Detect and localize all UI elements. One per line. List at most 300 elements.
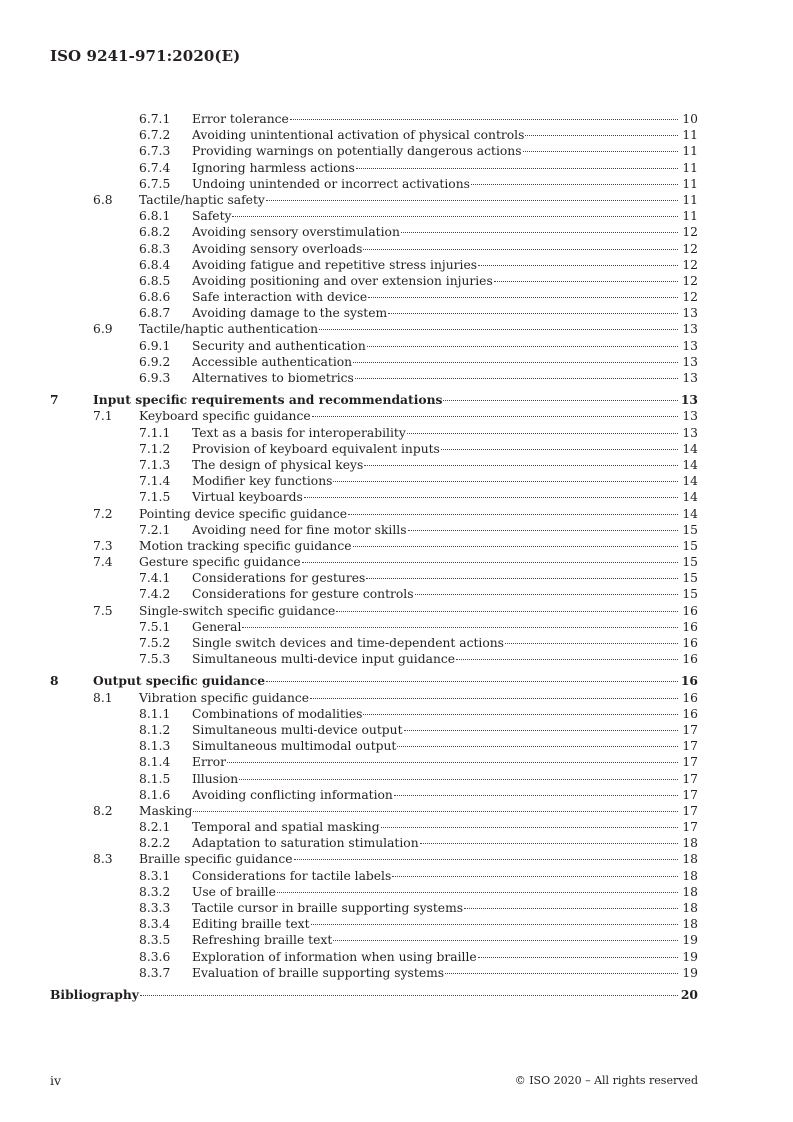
dot-leader bbox=[456, 659, 678, 660]
toc-entry-number: 8 bbox=[50, 673, 59, 689]
toc-entry-body bbox=[192, 111, 698, 127]
dot-leader bbox=[302, 562, 678, 563]
toc-entry[interactable] bbox=[50, 354, 698, 370]
toc-entry-page: 16 bbox=[682, 636, 698, 650]
dot-leader bbox=[363, 714, 678, 715]
toc-entry-number: 7.5.2 bbox=[139, 636, 171, 650]
toc-entry-page: 15 bbox=[682, 587, 698, 602]
toc-entry[interactable] bbox=[50, 192, 698, 208]
toc-entry-title: Providing warnings on potentially dangerous actions bbox=[192, 144, 522, 159]
toc-entry-number: 8.1.6 bbox=[139, 787, 171, 802]
toc-entry-page: 12 bbox=[682, 290, 698, 305]
dot-leader bbox=[333, 940, 678, 941]
toc-entry-body bbox=[192, 160, 698, 176]
toc-entry-title: Adaptation to saturation stimulation bbox=[192, 836, 419, 851]
toc-entry-page: 18 bbox=[682, 901, 698, 915]
toc-entry[interactable] bbox=[50, 224, 698, 240]
dot-leader bbox=[310, 698, 678, 699]
toc-entry-title: Vibration specific guidance bbox=[139, 690, 310, 705]
toc-entry-page: 12 bbox=[682, 225, 698, 240]
dot-leader bbox=[364, 465, 678, 466]
dot-leader bbox=[312, 416, 678, 417]
toc-entry-title: Exploration of information when using braille bbox=[192, 949, 477, 964]
toc-entry[interactable] bbox=[50, 916, 698, 932]
toc-entry-number: 6.8.6 bbox=[139, 290, 171, 305]
toc-entry-body bbox=[139, 192, 698, 208]
toc-entry-page: 16 bbox=[682, 690, 698, 705]
toc-entry-body bbox=[192, 586, 698, 602]
toc-entry-number: 6.7.2 bbox=[139, 128, 171, 143]
toc-entry-page: 11 bbox=[682, 192, 698, 207]
toc-entry[interactable] bbox=[50, 651, 698, 667]
dot-leader bbox=[415, 594, 678, 595]
toc-entry-number: 8.3.3 bbox=[139, 901, 171, 915]
toc-entry-page: 13 bbox=[682, 371, 698, 385]
toc-entry-page: 17 bbox=[682, 739, 698, 754]
toc-entry-page: 18 bbox=[682, 852, 698, 867]
toc-entry-page: 13 bbox=[682, 354, 698, 369]
toc-entry-number: 6.7.4 bbox=[139, 160, 171, 175]
toc-entry-body bbox=[192, 787, 698, 803]
toc-entry-body bbox=[139, 803, 698, 819]
toc-entry-page: 13 bbox=[682, 409, 698, 424]
toc-entry-number: 8.2 bbox=[93, 803, 113, 818]
toc-entry-title: Single-switch specific guidance bbox=[139, 603, 336, 618]
toc-entry-body bbox=[139, 538, 698, 554]
toc-entry-number: 7.4 bbox=[93, 555, 113, 570]
toc-entry-title: Avoiding conflicting information bbox=[192, 787, 393, 802]
toc-entry[interactable] bbox=[50, 111, 698, 127]
toc-entry[interactable] bbox=[50, 771, 698, 787]
toc-entry-body bbox=[192, 570, 698, 586]
toc-entry-title: Braille specific guidance bbox=[139, 852, 293, 867]
toc-entry-title: Modifier key functions bbox=[192, 474, 333, 489]
toc-entry-page: 13 bbox=[680, 392, 698, 408]
toc-entry-title: Avoiding need for fine motor skills bbox=[192, 522, 407, 537]
toc-entry-title: Undoing unintended or incorrect activations bbox=[192, 176, 470, 191]
toc-entry-page: 18 bbox=[682, 884, 698, 899]
toc-entry-title: Tactile cursor in braille supporting systems bbox=[192, 901, 464, 915]
toc-entry-number: 8.2.2 bbox=[139, 836, 171, 851]
toc-entry-title: Avoiding sensory overloads bbox=[192, 241, 363, 256]
toc-entry-number: 7.1 bbox=[93, 409, 113, 424]
toc-entry-title: Evaluation of braille supporting systems bbox=[192, 965, 445, 980]
toc-entry-number: 8.1.1 bbox=[139, 706, 171, 721]
toc-entry-title: Accessible authentication bbox=[192, 354, 353, 369]
toc-entry-body bbox=[139, 851, 698, 867]
dot-leader bbox=[290, 119, 678, 120]
toc-entry-body bbox=[192, 441, 698, 457]
toc-entry-body bbox=[192, 289, 698, 305]
toc-entry[interactable] bbox=[50, 586, 698, 602]
toc-entry-body bbox=[192, 884, 698, 900]
toc-entry[interactable] bbox=[50, 603, 698, 619]
toc-entry-page: 18 bbox=[682, 917, 698, 932]
toc-entry-body bbox=[192, 916, 698, 932]
dot-leader bbox=[404, 730, 678, 731]
toc-entry-body bbox=[192, 722, 698, 738]
toc-entry-body bbox=[192, 932, 698, 948]
toc-entry-body bbox=[139, 603, 698, 619]
toc-entry-number: 7.5.3 bbox=[139, 652, 171, 667]
toc-entry-number: 7.1.5 bbox=[139, 490, 171, 505]
toc-entry-number: 7.1.1 bbox=[139, 425, 171, 440]
toc-entry-page: 16 bbox=[682, 619, 698, 634]
toc-entry-body bbox=[192, 127, 698, 143]
toc-entry-page: 15 bbox=[682, 522, 698, 537]
dot-leader bbox=[336, 611, 678, 612]
table-of-contents bbox=[50, 111, 698, 1003]
toc-entry-title: Simultaneous multimodal output bbox=[192, 739, 397, 754]
toc-entry-title: Motion tracking specific guidance bbox=[139, 538, 352, 553]
toc-entry-title: General bbox=[192, 619, 242, 634]
toc-entry-number: 6.8.1 bbox=[139, 209, 171, 224]
dot-leader bbox=[193, 811, 678, 812]
toc-entry[interactable] bbox=[50, 987, 698, 1003]
toc-entry[interactable] bbox=[50, 522, 698, 538]
toc-entry[interactable] bbox=[50, 803, 698, 819]
toc-entry-number: 8.3.4 bbox=[139, 917, 171, 932]
toc-entry-page: 11 bbox=[682, 209, 698, 224]
toc-entry[interactable] bbox=[50, 884, 698, 900]
toc-entry[interactable] bbox=[50, 690, 698, 706]
toc-entry-number: 8.3.7 bbox=[139, 965, 171, 980]
toc-entry-number: 6.8.2 bbox=[139, 225, 171, 240]
toc-entry-page: 18 bbox=[682, 836, 698, 851]
toc-entry[interactable] bbox=[50, 619, 698, 635]
toc-entry[interactable] bbox=[50, 673, 698, 689]
toc-entry-title: Considerations for gestures bbox=[192, 571, 366, 586]
toc-entry-number: 7.5.1 bbox=[139, 619, 171, 634]
dot-leader bbox=[242, 627, 678, 628]
toc-entry-page: 17 bbox=[682, 803, 698, 818]
toc-entry[interactable] bbox=[50, 489, 698, 505]
dot-leader bbox=[353, 362, 678, 363]
toc-entry-body bbox=[50, 987, 698, 1003]
toc-entry[interactable] bbox=[50, 289, 698, 305]
dot-leader bbox=[408, 530, 678, 531]
toc-entry-title: Illusion bbox=[192, 771, 239, 786]
toc-entry-page: 14 bbox=[682, 457, 698, 472]
dot-leader bbox=[294, 859, 678, 860]
toc-entry[interactable] bbox=[50, 754, 698, 770]
dot-leader bbox=[319, 329, 678, 330]
dot-leader bbox=[355, 378, 678, 379]
toc-entry[interactable] bbox=[50, 338, 698, 354]
toc-entry-title: Output specific guidance bbox=[93, 673, 266, 689]
toc-entry-title: Considerations for tactile labels bbox=[192, 868, 392, 883]
toc-entry[interactable] bbox=[50, 835, 698, 851]
toc-entry-body bbox=[192, 473, 698, 489]
toc-entry[interactable] bbox=[50, 392, 698, 408]
toc-entry[interactable] bbox=[50, 425, 698, 441]
toc-entry-page: 12 bbox=[682, 273, 698, 288]
toc-entry[interactable] bbox=[50, 408, 698, 424]
toc-entry-page: 14 bbox=[682, 474, 698, 489]
toc-entry-page: 17 bbox=[682, 787, 698, 802]
toc-entry-page: 14 bbox=[682, 490, 698, 505]
toc-entry-body bbox=[192, 619, 698, 635]
dot-leader bbox=[366, 578, 678, 579]
toc-entry-title: Editing braille text bbox=[192, 917, 310, 932]
toc-entry-title: Avoiding unintentional activation of physical controls bbox=[192, 128, 525, 143]
toc-entry[interactable] bbox=[50, 321, 698, 337]
toc-entry-number: 6.8 bbox=[93, 192, 113, 207]
dot-leader bbox=[232, 216, 678, 217]
toc-entry-body bbox=[192, 489, 698, 505]
toc-entry-number: 8.3.5 bbox=[139, 933, 171, 948]
dot-leader bbox=[394, 795, 678, 796]
dot-leader bbox=[239, 779, 678, 780]
toc-entry-body bbox=[93, 392, 698, 408]
toc-entry-page: 13 bbox=[682, 425, 698, 440]
toc-entry-number: 7.4.2 bbox=[139, 587, 171, 602]
toc-entry-title: Use of braille bbox=[192, 884, 276, 899]
toc-entry-page: 11 bbox=[682, 144, 698, 159]
dot-leader bbox=[464, 908, 678, 909]
toc-entry[interactable] bbox=[50, 706, 698, 722]
toc-entry-page: 16 bbox=[680, 673, 698, 689]
toc-entry[interactable] bbox=[50, 965, 698, 981]
toc-entry-title: Keyboard specific guidance bbox=[139, 409, 311, 424]
dot-leader bbox=[140, 995, 678, 996]
toc-entry-body bbox=[192, 273, 698, 289]
toc-entry-page: 11 bbox=[682, 176, 698, 191]
toc-entry[interactable] bbox=[50, 473, 698, 489]
toc-entry-title: Ignoring harmless actions bbox=[192, 160, 355, 175]
toc-entry-body bbox=[192, 208, 698, 224]
toc-entry-page: 14 bbox=[682, 441, 698, 456]
toc-entry[interactable] bbox=[50, 143, 698, 159]
dot-leader bbox=[311, 924, 678, 925]
toc-entry[interactable] bbox=[50, 554, 698, 570]
toc-entry-page: 18 bbox=[682, 868, 698, 883]
toc-entry-title: Considerations for gesture controls bbox=[192, 587, 414, 602]
toc-entry[interactable] bbox=[50, 506, 698, 522]
dot-leader bbox=[478, 957, 678, 958]
toc-entry-body bbox=[93, 673, 698, 689]
toc-entry[interactable] bbox=[50, 538, 698, 554]
toc-entry-number: 6.7.1 bbox=[139, 112, 171, 126]
toc-entry-page: 19 bbox=[682, 949, 698, 964]
toc-entry-body bbox=[192, 771, 698, 787]
dot-leader bbox=[381, 827, 678, 828]
toc-entry-body bbox=[192, 738, 698, 754]
dot-leader bbox=[277, 892, 678, 893]
toc-entry-page: 11 bbox=[682, 160, 698, 175]
toc-entry-page: 17 bbox=[682, 722, 698, 737]
toc-entry-title: Pointing device specific guidance bbox=[139, 506, 347, 521]
dot-leader bbox=[478, 265, 678, 266]
dot-leader bbox=[407, 433, 678, 434]
toc-entry-title: Error bbox=[192, 755, 227, 770]
toc-entry-page: 15 bbox=[682, 538, 698, 553]
toc-entry-number: 7.1.2 bbox=[139, 441, 171, 456]
toc-entry-title: Avoiding fatigue and repetitive stress injuries bbox=[192, 257, 478, 272]
dot-leader bbox=[363, 249, 678, 250]
toc-entry-body bbox=[192, 354, 698, 370]
toc-entry-page: 17 bbox=[682, 820, 698, 835]
toc-entry[interactable] bbox=[50, 441, 698, 457]
dot-leader bbox=[348, 514, 678, 515]
toc-entry[interactable] bbox=[50, 370, 698, 386]
dot-leader bbox=[367, 346, 678, 347]
toc-entry-title: Input specific requirements and recommendations bbox=[93, 392, 443, 408]
toc-entry-body bbox=[192, 241, 698, 257]
toc-entry[interactable] bbox=[50, 787, 698, 803]
toc-entry[interactable] bbox=[50, 257, 698, 273]
toc-entry-body bbox=[192, 868, 698, 884]
toc-entry-body bbox=[192, 706, 698, 722]
toc-entry-number: 6.7.3 bbox=[139, 144, 171, 159]
dot-leader bbox=[266, 200, 678, 201]
toc-entry[interactable] bbox=[50, 868, 698, 884]
toc-entry-body bbox=[192, 370, 698, 386]
toc-entry-page: 16 bbox=[682, 706, 698, 721]
toc-entry-number: 7 bbox=[50, 392, 59, 408]
toc-entry[interactable] bbox=[50, 273, 698, 289]
toc-entry[interactable] bbox=[50, 570, 698, 586]
dot-leader bbox=[356, 168, 678, 169]
toc-entry-title: Provision of keyboard equivalent inputs bbox=[192, 441, 440, 456]
toc-entry-title: Security and authentication bbox=[192, 338, 366, 353]
dot-leader bbox=[397, 746, 678, 747]
dot-leader bbox=[227, 762, 678, 763]
toc-entry-number: 6.8.7 bbox=[139, 306, 171, 321]
toc-entry-title: Simultaneous multi-device output bbox=[192, 722, 403, 737]
toc-entry-body bbox=[192, 965, 698, 981]
toc-entry-title: Avoiding damage to the system bbox=[192, 306, 388, 321]
dot-leader bbox=[420, 843, 678, 844]
dot-leader bbox=[523, 151, 678, 152]
toc-entry[interactable] bbox=[50, 932, 698, 948]
toc-entry-title: Masking bbox=[139, 803, 193, 818]
toc-entry-page: 12 bbox=[682, 257, 698, 272]
dot-leader bbox=[471, 184, 678, 185]
toc-entry-title: Bibliography bbox=[50, 986, 139, 1002]
dot-leader bbox=[333, 481, 678, 482]
toc-entry-body bbox=[192, 651, 698, 667]
toc-entry-title: Error tolerance bbox=[192, 112, 289, 126]
dot-leader bbox=[443, 400, 678, 401]
toc-entry[interactable] bbox=[50, 305, 698, 321]
toc-entry-page: 20 bbox=[680, 986, 698, 1002]
toc-entry-page: 15 bbox=[682, 555, 698, 570]
toc-entry[interactable] bbox=[50, 819, 698, 835]
toc-entry-title: Tactile/haptic authentication bbox=[139, 322, 319, 337]
toc-entry-page: 17 bbox=[682, 755, 698, 770]
toc-entry-number: 7.4.1 bbox=[139, 571, 171, 586]
dot-leader bbox=[368, 297, 678, 298]
toc-entry-page: 11 bbox=[682, 128, 698, 143]
toc-entry-number: 7.1.3 bbox=[139, 457, 171, 472]
toc-entry-body bbox=[139, 554, 698, 570]
toc-entry-page: 16 bbox=[682, 652, 698, 667]
dot-leader bbox=[388, 313, 678, 314]
toc-entry[interactable] bbox=[50, 949, 698, 965]
toc-entry[interactable] bbox=[50, 241, 698, 257]
toc-entry-body bbox=[192, 754, 698, 770]
toc-entry-title: Combinations of modalities bbox=[192, 706, 363, 721]
toc-entry-title: Single switch devices and time-dependent actions bbox=[192, 636, 504, 650]
toc-entry-number: 7.3 bbox=[93, 538, 113, 553]
toc-entry-body bbox=[192, 522, 698, 538]
toc-entry-body bbox=[192, 305, 698, 321]
dot-leader bbox=[392, 876, 678, 877]
toc-entry[interactable] bbox=[50, 851, 698, 867]
toc-entry-page: 13 bbox=[682, 306, 698, 321]
dot-leader bbox=[353, 546, 678, 547]
toc-entry-title: Safe interaction with device bbox=[192, 290, 368, 305]
toc-entry[interactable] bbox=[50, 738, 698, 754]
toc-entry-body bbox=[192, 835, 698, 851]
toc-entry-body bbox=[192, 949, 698, 965]
toc-entry-body bbox=[192, 224, 698, 240]
toc-entry-number: 8.3.1 bbox=[139, 868, 171, 883]
dot-leader bbox=[445, 973, 678, 974]
toc-entry-number: 6.8.3 bbox=[139, 241, 171, 256]
toc-entry-title: Text as a basis for interoperability bbox=[192, 425, 406, 440]
toc-entry-number: 8.1.3 bbox=[139, 739, 171, 754]
toc-entry-body bbox=[192, 819, 698, 835]
toc-entry-page: 13 bbox=[682, 338, 698, 353]
toc-entry[interactable] bbox=[50, 160, 698, 176]
toc-entry[interactable] bbox=[50, 457, 698, 473]
toc-entry[interactable] bbox=[50, 208, 698, 224]
toc-entry-title: Temporal and spatial masking bbox=[192, 820, 380, 835]
toc-entry[interactable] bbox=[50, 900, 698, 916]
toc-entry-title: Alternatives to biometrics bbox=[192, 371, 354, 385]
toc-entry-number: 6.8.5 bbox=[139, 273, 171, 288]
toc-entry-page: 12 bbox=[682, 241, 698, 256]
toc-entry-title: Simultaneous multi-device input guidance bbox=[192, 652, 456, 667]
toc-entry-page: 15 bbox=[682, 571, 698, 586]
toc-entry-body bbox=[192, 143, 698, 159]
toc-entry-body bbox=[192, 176, 698, 192]
dot-leader bbox=[441, 449, 678, 450]
toc-entry-number: 8.1.5 bbox=[139, 771, 171, 786]
toc-entry[interactable] bbox=[50, 127, 698, 143]
document-header: ISO 9241-971:2020(E) bbox=[50, 47, 241, 65]
toc-entry-body bbox=[192, 900, 698, 916]
toc-entry-page: 10 bbox=[682, 112, 698, 126]
toc-entry-title: Refreshing braille text bbox=[192, 933, 333, 948]
dot-leader bbox=[401, 232, 678, 233]
toc-entry-body bbox=[139, 506, 698, 522]
dot-leader bbox=[304, 497, 678, 498]
toc-entry-number: 6.7.5 bbox=[139, 176, 171, 191]
toc-entry-page: 13 bbox=[682, 322, 698, 337]
toc-entry-page: 14 bbox=[682, 506, 698, 521]
toc-entry-number: 6.9.3 bbox=[139, 371, 171, 385]
toc-entry[interactable] bbox=[50, 722, 698, 738]
toc-entry[interactable] bbox=[50, 176, 698, 192]
dot-leader bbox=[505, 643, 678, 644]
toc-entry-page: 19 bbox=[682, 965, 698, 980]
toc-entry-number: 7.1.4 bbox=[139, 474, 171, 489]
toc-entry-number: 6.8.4 bbox=[139, 257, 171, 272]
toc-entry-title: Virtual keyboards bbox=[192, 490, 303, 505]
toc-entry[interactable] bbox=[50, 635, 698, 651]
toc-entry-title: Safety bbox=[192, 209, 232, 224]
dot-leader bbox=[525, 135, 678, 136]
toc-entry-page: 16 bbox=[682, 603, 698, 618]
toc-entry-body bbox=[192, 635, 698, 651]
toc-entry-number: 7.2 bbox=[93, 506, 113, 521]
toc-entry-number: 7.5 bbox=[93, 603, 113, 618]
toc-entry-number: 8.2.1 bbox=[139, 820, 171, 835]
toc-entry-body bbox=[192, 425, 698, 441]
